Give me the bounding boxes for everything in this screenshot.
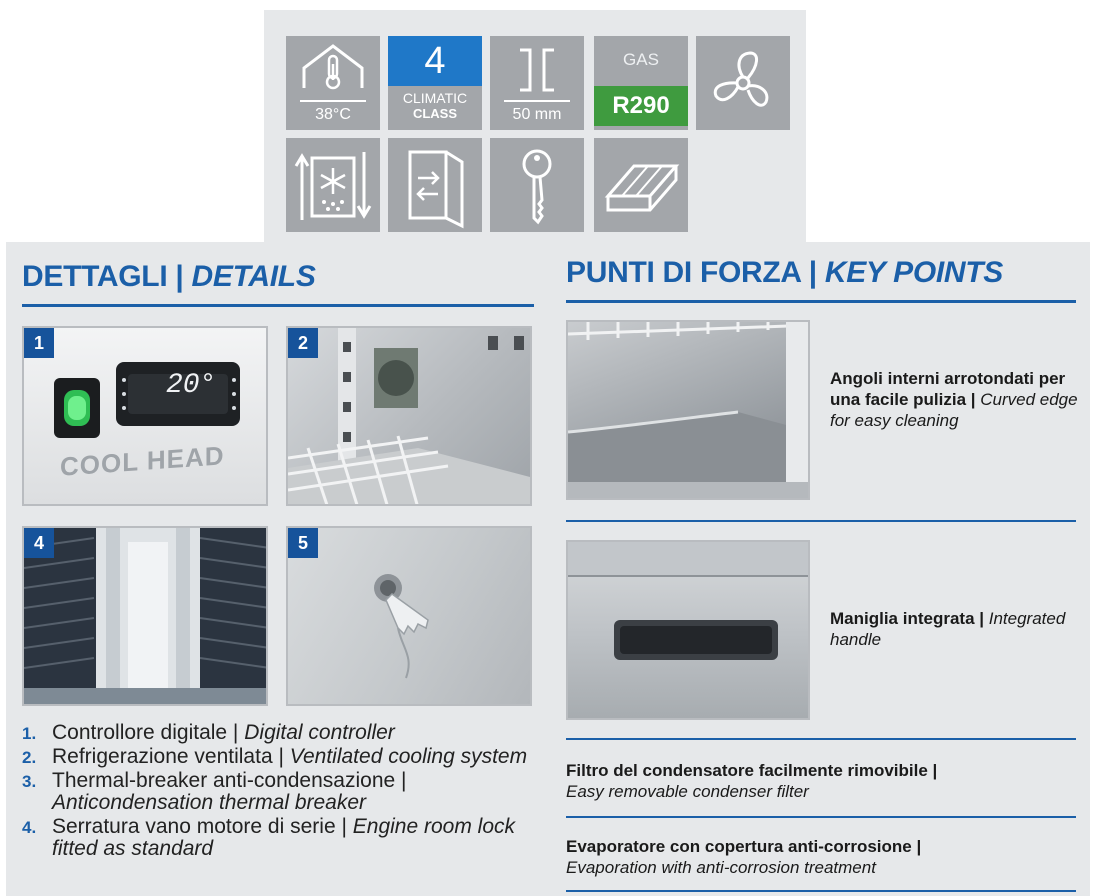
ambient-temperature-tile [286,36,380,130]
defrost-tile [286,138,380,232]
list-item: 4. Serratura vano motore di serie | Engine room lock fitted as standard [22,815,516,860]
door-tile [388,138,482,232]
photo-badge: 5 [288,528,318,558]
photo-badge: 1 [24,328,54,358]
runner-rails-icon [594,138,688,232]
details-list [22,722,542,862]
details-heading [22,260,316,294]
tile-divider [504,100,570,102]
details-rule [22,304,534,307]
key-point-divider [566,890,1076,892]
list-item: 2. Refrigerazione ventilata | Ventilated cooling system [22,745,528,768]
handle-illustration [568,542,810,720]
climatic-class-number: 4 [388,36,482,86]
reversible-door-icon [388,138,482,232]
details-panel [6,242,1090,896]
photo-digital-controller [22,326,268,506]
key-point-divider [566,816,1076,818]
key-point-integrated-handle: Maniglia integrata | Integrated handle [830,609,1066,649]
insulation-label: 50 mm [512,106,562,123]
photo-badge: 4 [24,528,54,558]
key-points-heading [566,256,1003,290]
key-points-rule [566,300,1076,303]
list-item: 1. Controllore digitale | Digital controller [22,721,395,744]
curved-edge-illustration [568,322,810,500]
climatic-class-tile [388,36,482,130]
key-points-title-it: PUNTI DI FORZA | [566,256,825,289]
details-title-it: DETTAGLI | [22,260,192,293]
photo-curved-edge [566,320,810,500]
lock-illustration [288,528,532,706]
key-lock-icon [490,138,584,232]
fan-icon [696,36,790,130]
gas-label: GAS [623,50,659,69]
lock-tile [490,138,584,232]
photo-thermal-breaker [22,526,268,706]
tile-divider [300,100,366,102]
spec-icon-panel [264,10,806,246]
key-point-curved-edge: Angoli interni arrotondati per una facile pulizia | Curved edge for easy cleaning [830,369,1078,430]
refrigerant-gas-tile [594,36,688,130]
climatic-label: CLIMATIC [402,90,468,106]
key-point-divider [566,520,1076,522]
gas-value: R290 [594,86,688,126]
class-label: CLASS [412,106,458,121]
photo-ventilated-cooling [286,326,532,506]
auto-defrost-icon [286,138,380,232]
fan-tile [696,36,790,130]
ventilated-illustration [288,328,532,506]
key-point-evaporator: Evaporatore con copertura anti-corrosione | Evaporation with anti-corrosion treatment [566,837,922,877]
controller-display: 20° [166,370,217,401]
temperature-label: 38°C [315,106,351,123]
thermal-breaker-illustration [24,528,268,706]
key-point-divider [566,738,1076,740]
insulation-tile [490,36,584,130]
brand-logo: COOL HEAD [60,440,225,482]
key-point-condenser-filter: Filtro del condensatore facilmente rimovibile | Easy removable condenser filter [566,761,938,801]
list-item: 3. Thermal-breaker anti-condensazione | Anticondensation thermal breaker [22,769,407,814]
photo-engine-lock [286,526,532,706]
photo-integrated-handle [566,540,810,720]
details-title-en: DETAILS [191,260,316,293]
key-points-title-en: KEY POINTS [824,256,1004,289]
photo-badge: 2 [288,328,318,358]
runners-tile [594,138,688,232]
